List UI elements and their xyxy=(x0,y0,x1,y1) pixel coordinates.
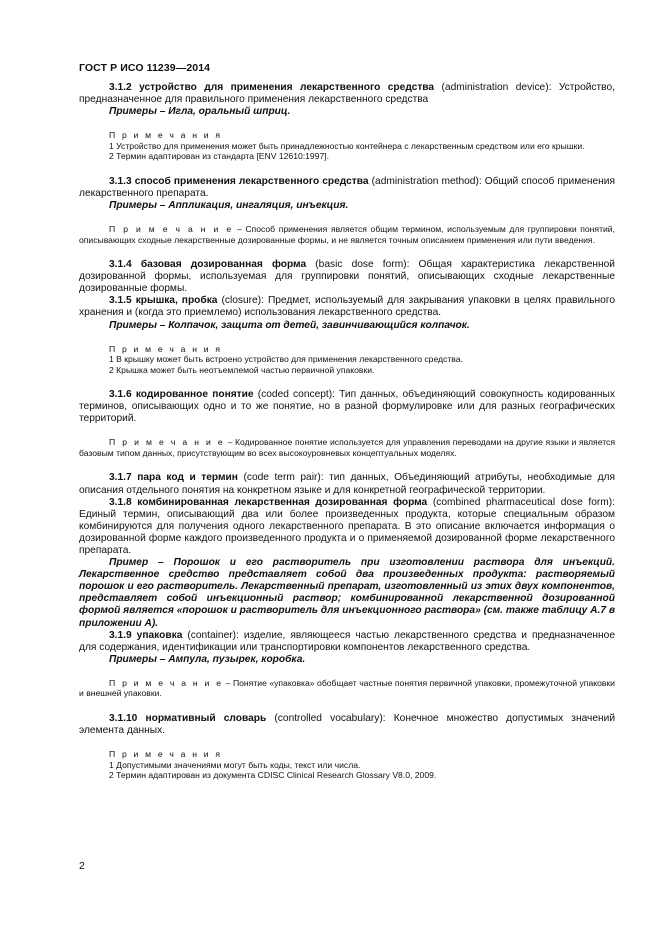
example: Примеры – Ампула, пузырек, коробка. xyxy=(109,653,306,665)
term-title: способ применения лекарственного средства xyxy=(134,175,369,187)
term-number: 3.1.2 xyxy=(109,82,132,93)
notes-title: П р и м е ч а н и я xyxy=(109,749,223,760)
term-definition: (container): изделие, являющееся частью лекарственного средства и предназначенное для содержания, идентификации или транспортировки компонентов лекарственного средства. xyxy=(79,629,615,653)
term-definition: (closure): Предмет, используемый для закрывания упаковки в целях правильного хранения и (когда это приемлемо) использования лекарственного средства. xyxy=(79,295,615,319)
note-text: – Понятие «упаковка» обобщает частные понятия первичной упаковки, промежуточной упаковки и внешней упаковки. xyxy=(79,677,615,699)
example: Примеры – Игла, оральный шприц. xyxy=(109,106,291,118)
example: Примеры – Аппликация, ингаляция, инъекция. xyxy=(109,199,349,211)
term-definition: (coded concept): Тип данных, объединяющий совокупность кодированных терминов, описывающих одно и то же понятие, но в разной формулировке или для разных географических территорий. xyxy=(79,389,615,425)
term-entry-3-1-7 xyxy=(79,472,615,496)
term-title: устройство для применения лекарственного средства xyxy=(139,82,435,93)
term-title: нормативный словарь xyxy=(145,712,267,724)
note-label: П р и м е ч а н и е xyxy=(109,437,225,448)
term-number: 3.1.8 xyxy=(109,496,132,508)
term-definition: (administration method): Общий способ применения лекарственного препарата. xyxy=(79,175,615,199)
term-entry-3-1-8 xyxy=(79,497,615,557)
term-title: упаковка xyxy=(136,629,183,641)
note-item: 1 В крышку может быть встроено устройство для применения лекарственного средства. xyxy=(109,354,463,365)
term-entry-3-1-10 xyxy=(79,713,615,737)
term-entry-3-1-6 xyxy=(79,389,615,425)
page-number: 2 xyxy=(79,860,85,872)
term-entry-3-1-9 xyxy=(79,630,615,654)
term-number: 3.1.9 xyxy=(109,629,132,641)
term-title: комбинированная лекарственная дозированная форма xyxy=(137,496,428,508)
term-entry-3-1-4 xyxy=(79,259,615,295)
note-text: – Кодированное понятие используется для управления переводами на другие языки и является базовым типом данных, присутствующим во всех высокоуровневых концептуальных моделях. xyxy=(79,437,615,458)
term-number: 3.1.10 xyxy=(109,712,138,724)
term-definition: (basic dose form): Общая характеристика лекарственной дозированной формы, используемая для группировки понятий, описывающих сходные лекарственные дозированные формы. xyxy=(79,259,615,295)
term-number: 3.1.5 xyxy=(109,295,132,307)
note-item: 1 Допустимыми значениями могут быть коды, текст или числа. xyxy=(109,759,361,770)
example: Примеры – Колпачок, защита от детей, завинчивающийся колпачок. xyxy=(109,319,470,331)
term-number: 3.1.6 xyxy=(109,389,132,401)
note-item: 1 Устройство для применения может быть принадлежностью контейнера с лекарственным средством или его крышки. xyxy=(109,140,585,151)
notes-title: П р и м е ч а н и я xyxy=(109,130,223,141)
note-item: 2 Термин адаптирован из стандарта [ENV 12610:1997]. xyxy=(109,151,330,162)
document-header: ГОСТ Р ИСО 11239—2014 xyxy=(79,62,211,74)
term-definition: (administration device): Устройство, предназначенное для правильного применения лекарственного средства xyxy=(79,82,615,106)
term-number: 3.1.4 xyxy=(109,259,132,271)
term-title: базовая дозированная форма xyxy=(140,259,307,271)
note-paragraph xyxy=(79,437,615,458)
note-item: 2 Крышка может быть неотъемлемой частью первичной упаковки. xyxy=(109,364,375,375)
term-number: 3.1.7 xyxy=(109,472,132,484)
term-definition: (code term pair): тип данных, Объединяющий атрибуты, необходимые для описания отдельного понятия на конкретном языке и для конкретной географической территории. xyxy=(79,472,615,496)
note-paragraph xyxy=(79,224,615,245)
example: Пример – Порошок и его растворитель при изготовлении раствора для инъекций. Лекарственное средство представляет собой два произведенных продукта: растворяемый порошок и его растворитель. Лекарственный препарат, изготовленный из этих двух компонентов, представляет собой инъекционный раствор; комбинированной лекарственной дозированной формой является «порошок и растворитель для инъекционного раствора» (см. также таблицу А.7 в приложении А). xyxy=(79,557,615,629)
term-definition: (controlled vocabulary): Конечное множество допустимых значений элемента данных. xyxy=(79,712,616,736)
term-number: 3.1.3 xyxy=(109,175,132,187)
note-label: П р и м е ч а н и е xyxy=(109,677,224,688)
term-entry-3-1-3 xyxy=(79,176,615,200)
note-paragraph xyxy=(79,678,615,699)
note-text: – Способ применения является общим термином, используемым для группировки понятий, описывающих сходные лекарственные дозированные формы, и не является точным описанием применения или пути введения. xyxy=(79,224,615,245)
note-item: 2 Термин адаптирован из документа CDISC Clinical Research Glossary V8.0, 2009. xyxy=(109,770,437,781)
note-label: П р и м е ч а н и е xyxy=(109,224,234,235)
term-entry-3-1-5 xyxy=(79,295,615,319)
term-title: кодированное понятие xyxy=(135,389,254,401)
document-body xyxy=(79,82,615,781)
notes-title: П р и м е ч а н и я xyxy=(109,343,223,354)
term-title: пара код и термин xyxy=(137,472,238,484)
term-entry-3-1-2 xyxy=(79,82,615,106)
term-title: крышка, пробка xyxy=(135,295,218,307)
term-definition: (combined pharmaceutical dose form): Единый термин, описывающий два или более произведенных продукта, которые специальным образом комбинируются для получения одного лекарственного препарата. В это описание включается информация о дозированной форме каждого произведенного продукта и о применяемой дозированной форме лекарственного препарата. xyxy=(79,496,615,556)
